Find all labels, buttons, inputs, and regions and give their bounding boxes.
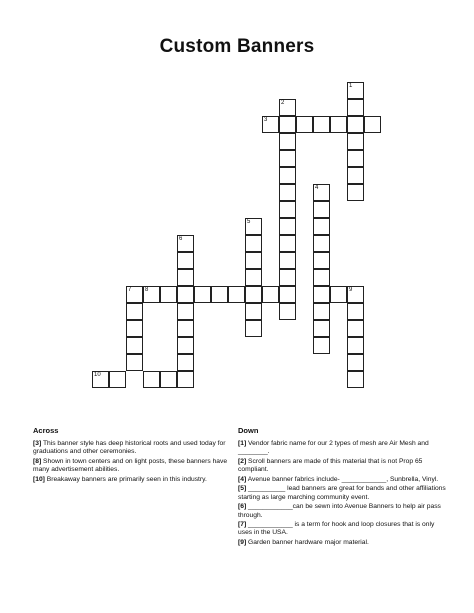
down-clue	[238, 458, 450, 475]
grid-cell[interactable]	[279, 99, 296, 116]
grid-cell[interactable]	[347, 303, 364, 320]
down-clue	[238, 476, 450, 484]
grid-cell[interactable]	[177, 303, 194, 320]
grid-cell[interactable]	[177, 337, 194, 354]
grid-cell[interactable]	[177, 286, 194, 303]
across-clues	[33, 426, 243, 485]
grid-cell[interactable]	[279, 252, 296, 269]
grid-cell[interactable]	[177, 269, 194, 286]
grid-cell[interactable]	[262, 286, 279, 303]
clue-text: __________ lead banners are great for bands and other affiliations starting as large marching community event.	[238, 485, 446, 501]
grid-cell[interactable]	[126, 337, 143, 354]
grid-cell[interactable]	[313, 286, 330, 303]
grid-cell[interactable]	[347, 354, 364, 371]
grid-cell[interactable]	[194, 286, 211, 303]
grid-cell[interactable]	[347, 99, 364, 116]
clue-number-label: 7	[128, 287, 132, 293]
grid-cell[interactable]	[177, 354, 194, 371]
down-clues	[238, 426, 450, 549]
grid-cell[interactable]	[296, 116, 313, 133]
clue-text: Avenue banner fabrics include- ____________, Sunbrella, Vinyl.	[247, 475, 439, 483]
down-clue	[238, 440, 450, 457]
grid-cell[interactable]	[347, 371, 364, 388]
clue-number-label: 5	[247, 219, 251, 225]
grid-cell[interactable]	[126, 286, 143, 303]
grid-cell[interactable]	[347, 337, 364, 354]
grid-cell[interactable]	[177, 320, 194, 337]
grid-cell[interactable]	[279, 235, 296, 252]
grid-cell[interactable]	[160, 286, 177, 303]
grid-cell[interactable]	[347, 320, 364, 337]
grid-cell[interactable]	[279, 218, 296, 235]
across-clue	[33, 476, 243, 484]
grid-cell[interactable]	[126, 354, 143, 371]
grid-cell[interactable]	[313, 235, 330, 252]
grid-cell[interactable]	[313, 184, 330, 201]
clue-number-label: 10	[94, 372, 101, 378]
grid-cell[interactable]	[279, 269, 296, 286]
down-clue	[238, 521, 450, 538]
clue-number: [4]	[238, 475, 247, 483]
grid-cell[interactable]	[245, 320, 262, 337]
grid-cell[interactable]	[330, 286, 347, 303]
grid-cell[interactable]	[347, 133, 364, 150]
grid-cell[interactable]	[228, 286, 245, 303]
clue-number: [7]	[238, 521, 247, 529]
grid-cell[interactable]	[313, 116, 330, 133]
clue-number: [1]	[238, 440, 247, 447]
grid-cell[interactable]	[279, 167, 296, 184]
grid-cell[interactable]	[126, 303, 143, 320]
grid-cell[interactable]	[313, 337, 330, 354]
grid-cell[interactable]	[313, 269, 330, 286]
clue-number-label: 1	[349, 83, 353, 89]
clue-text: ____________ is a term for hook and loop closures that is only uses in the USA.	[238, 521, 435, 537]
grid-cell[interactable]	[313, 303, 330, 320]
clue-number: [5]	[238, 485, 247, 493]
grid-cell[interactable]	[245, 218, 262, 235]
grid-cell[interactable]	[279, 303, 296, 320]
grid-cell[interactable]	[347, 167, 364, 184]
grid-cell[interactable]	[177, 371, 194, 388]
clue-number: [9]	[238, 539, 247, 547]
grid-cell[interactable]	[211, 286, 228, 303]
down-clue	[238, 485, 450, 502]
across-clue	[33, 458, 243, 475]
clue-number-label: 8	[145, 287, 149, 293]
grid-cell[interactable]	[364, 116, 381, 133]
clue-number: [6]	[238, 503, 247, 511]
clue-number: [10]	[33, 475, 45, 483]
grid-cell[interactable]	[245, 269, 262, 286]
grid-cell[interactable]	[279, 150, 296, 167]
clue-number-label: 2	[281, 100, 285, 106]
clue-number-label: 9	[349, 287, 353, 293]
grid-cell[interactable]	[92, 371, 109, 388]
grid-cell[interactable]	[245, 252, 262, 269]
clue-text: Garden banner hardware major material.	[248, 539, 369, 547]
grid-cell[interactable]	[109, 371, 126, 388]
clue-number: [3]	[33, 440, 42, 447]
grid-cell[interactable]	[143, 286, 160, 303]
grid-cell[interactable]	[313, 320, 330, 337]
clue-text: Shown in town centers and on light posts, these banners have many advertisement abilities.	[33, 457, 228, 474]
clue-text: Vendor fabric name for our 2 types of mesh are Air Mesh and ________.	[238, 440, 429, 456]
clue-number-label: 4	[315, 185, 319, 191]
clue-number-label: 3	[264, 117, 268, 123]
grid-cell[interactable]	[177, 252, 194, 269]
grid-cell[interactable]	[262, 116, 279, 133]
grid-cell[interactable]	[279, 286, 296, 303]
down-heading: Down	[238, 426, 259, 435]
grid-cell[interactable]	[245, 303, 262, 320]
grid-cell[interactable]	[347, 286, 364, 303]
grid-cell[interactable]	[279, 201, 296, 218]
grid-cell[interactable]	[347, 150, 364, 167]
grid-cell[interactable]	[347, 116, 364, 133]
grid-cell[interactable]	[245, 286, 262, 303]
clue-text: Breakaway banners are primarily seen in this industry.	[46, 475, 207, 483]
grid-cell[interactable]	[347, 184, 364, 201]
grid-cell[interactable]	[177, 235, 194, 252]
grid-cell[interactable]	[330, 116, 347, 133]
clue-text: ____________can be sewn into Avenue Banners to help air pass through.	[238, 503, 441, 519]
clue-text: This banner style has deep historical roots and used today for graduations and other ceremonies.	[33, 440, 226, 456]
grid-cell[interactable]	[279, 116, 296, 133]
grid-cell[interactable]	[347, 82, 364, 99]
grid-cell[interactable]	[143, 371, 160, 388]
clue-number: [2]	[238, 457, 247, 465]
grid-cell[interactable]	[279, 184, 296, 201]
grid-cell[interactable]	[126, 320, 143, 337]
grid-cell[interactable]	[313, 252, 330, 269]
down-clue	[238, 503, 450, 520]
clue-number-label: 6	[179, 236, 183, 242]
across-heading: Across	[33, 426, 59, 435]
grid-cell[interactable]	[160, 371, 177, 388]
clue-number: [8]	[33, 457, 42, 465]
clue-text: Scroll banners are made of this material that is not Prop 65 compliant.	[238, 457, 423, 474]
grid-cell[interactable]	[313, 201, 330, 218]
grid-cell[interactable]	[245, 235, 262, 252]
grid-cell[interactable]	[279, 133, 296, 150]
puzzle-title: Custom Banners	[159, 36, 315, 57]
across-clue	[33, 440, 243, 457]
grid-cell[interactable]	[313, 218, 330, 235]
down-clue	[238, 539, 450, 547]
